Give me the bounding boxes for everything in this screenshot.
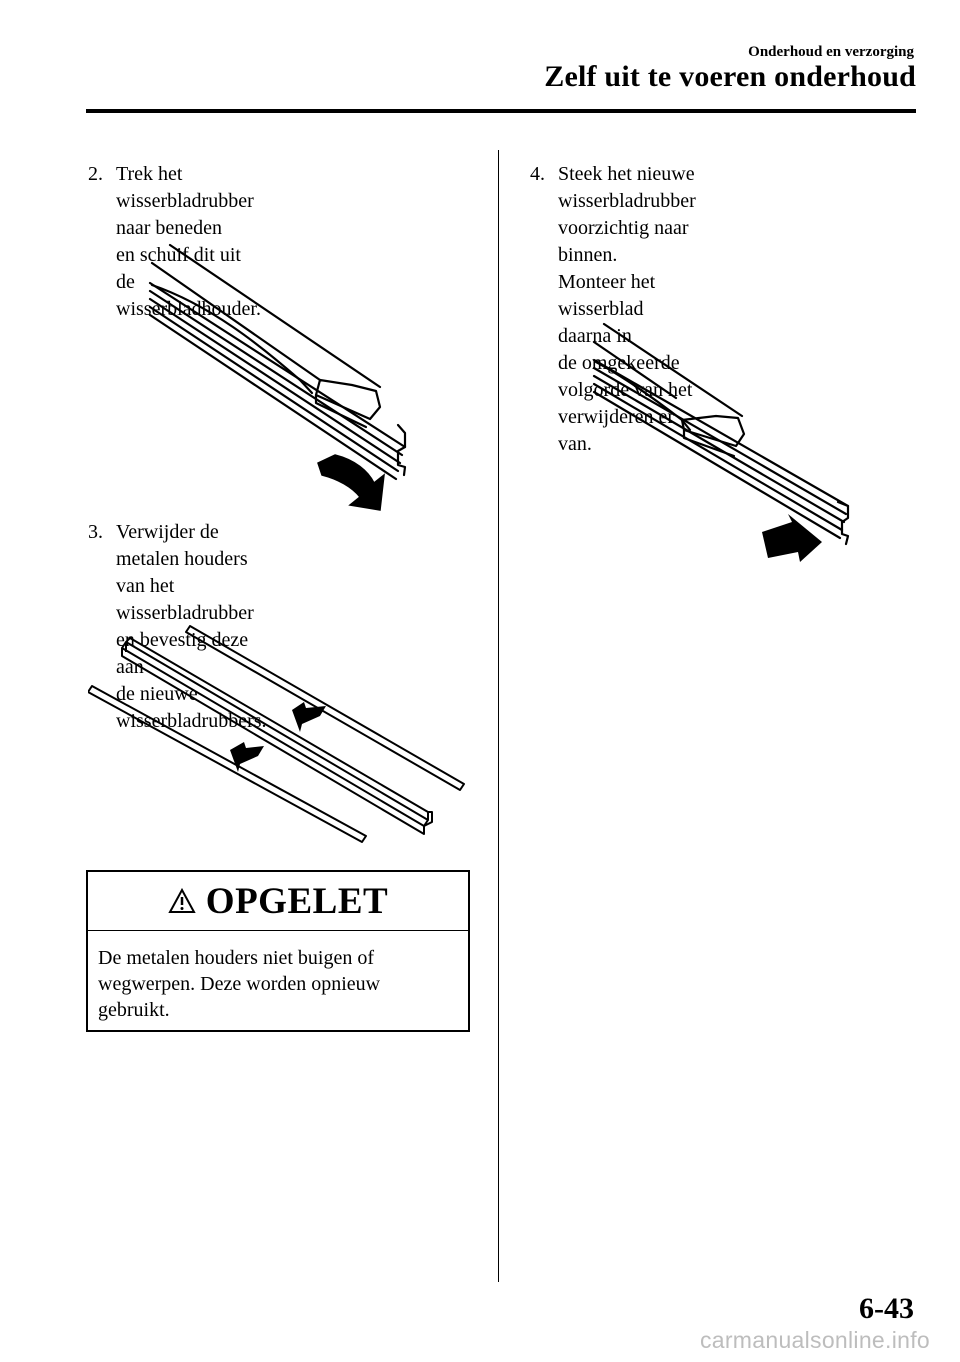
caution-text: De metalen houders niet buigen of wegwerpen. Deze worden opnieuw gebruikt. (98, 947, 381, 1021)
step-text: Steek het nieuwe wisserbladrubber voorzichtig naar binnen. Monteer het wisserblad daarna in de omgekeerde volgorde van het verwijderen er van. (558, 163, 696, 455)
header-section-label: Onderhoud en verzorging (748, 44, 914, 60)
step-number: 4. (530, 163, 545, 185)
column-divider (498, 150, 499, 1282)
step-number: 2. (88, 163, 103, 185)
page-number: 6-43 (859, 1292, 914, 1325)
wiper-rubber-pull-illustration (140, 235, 440, 515)
warning-triangle-icon (168, 888, 196, 914)
caution-box (86, 870, 470, 1032)
caution-header (88, 872, 468, 931)
arrow-left-icon (292, 702, 326, 732)
step-text: Trek het wisserbladrubber naar beneden en schuif dit uit de wisserbladhouder. (116, 163, 261, 320)
watermark: carmanualsonline.info (699, 1327, 930, 1353)
page-title: Zelf uit te voeren onderhoud (544, 60, 916, 93)
caution-title: OPGELET (205, 880, 389, 922)
step-text: Verwijder de metalen houders van het wisserbladrubber en bevestig deze aan de nieuwe wisserbladrubbers. (116, 521, 267, 732)
arrow-left-icon (230, 742, 264, 772)
wiper-rubber-insert-illustration (586, 318, 861, 563)
header-rule (86, 109, 916, 113)
metal-holders-illustration (88, 622, 470, 844)
step-number: 3. (88, 521, 103, 543)
